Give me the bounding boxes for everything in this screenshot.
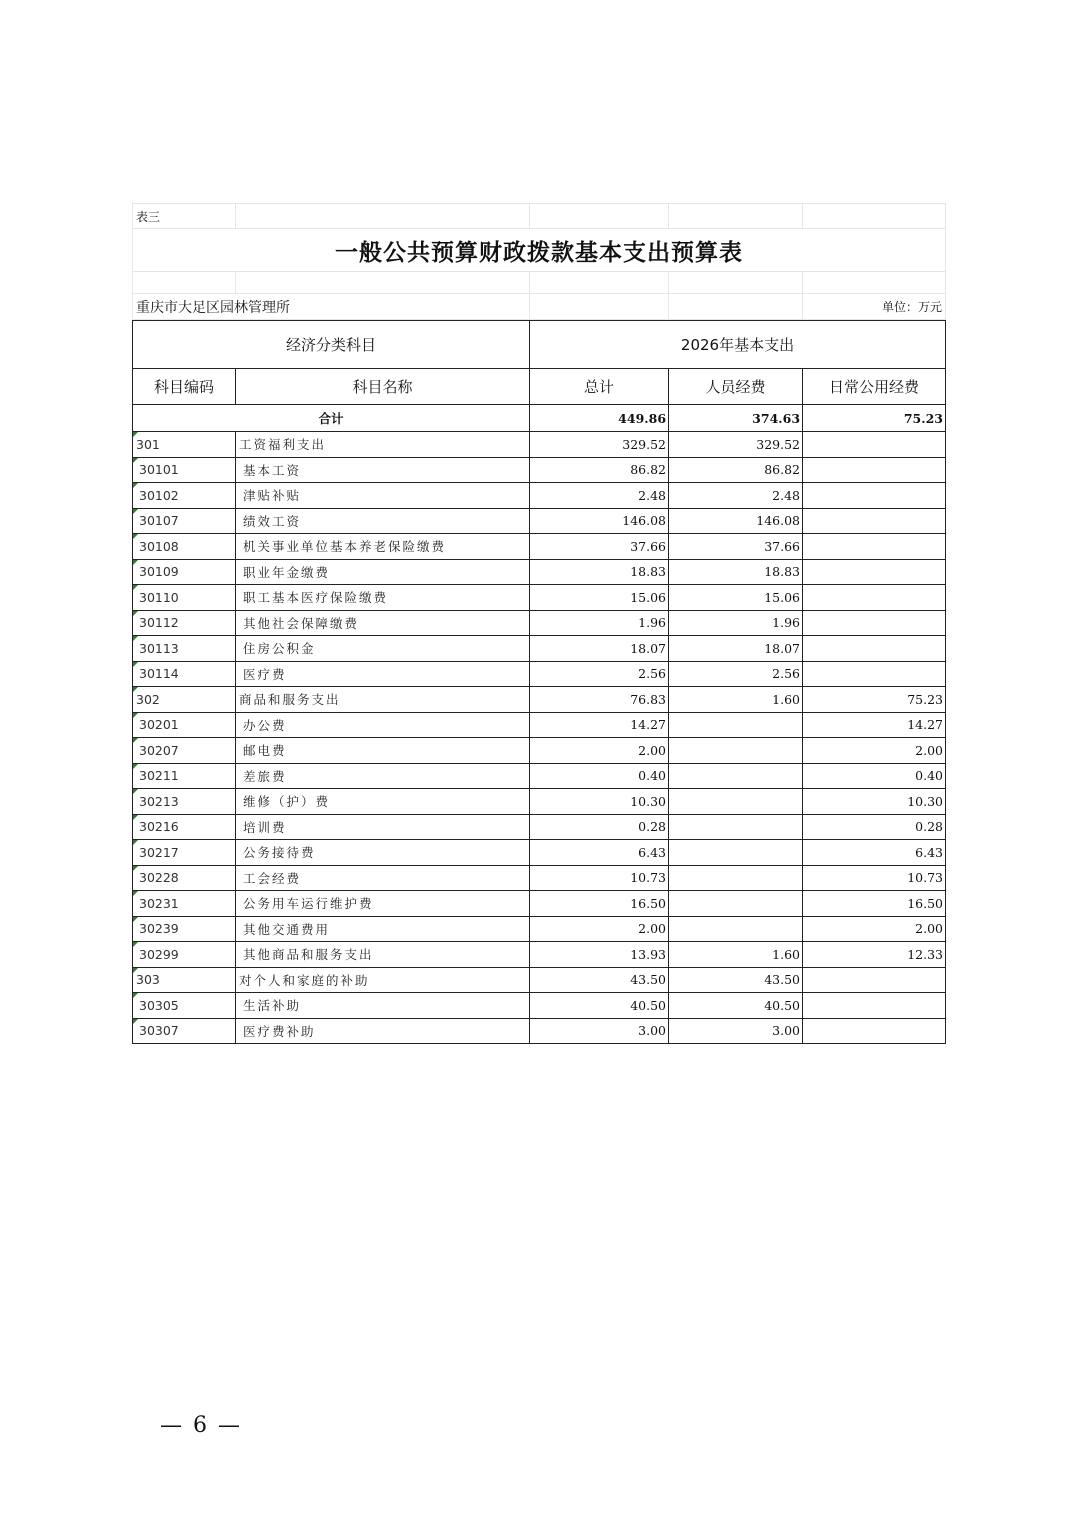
row-public: 75.23 [803,687,946,713]
row-name: 其他社会保障缴费 [236,610,530,636]
row-name: 住房公积金 [236,636,530,662]
row-code: 30109 [133,559,236,585]
row-personnel [669,840,803,866]
row-personnel: 3.00 [669,1018,803,1044]
row-personnel [669,814,803,840]
row-name: 其他交通费用 [236,916,530,942]
table-row [133,457,946,483]
row-public [803,610,946,636]
cell-marker [133,458,138,463]
row-public [803,432,946,458]
cell-marker [133,1019,138,1024]
budget-sheet [132,203,945,1044]
row-name: 公务接待费 [236,840,530,866]
header-total: 总计 [530,369,669,405]
row-code: 30107 [133,508,236,534]
cell-marker [133,968,138,973]
table-row [133,1018,946,1044]
row-public [803,661,946,687]
total-public: 75.23 [803,405,946,432]
row-public: 10.30 [803,789,946,815]
row-personnel [669,916,803,942]
cell-marker [133,917,138,922]
row-personnel: 18.07 [669,636,803,662]
row-name: 培训费 [236,814,530,840]
row-personnel: 329.52 [669,432,803,458]
caption-table [132,203,946,320]
row-name: 机关事业单位基本养老保险缴费 [236,534,530,560]
row-personnel [669,789,803,815]
row-personnel: 15.06 [669,585,803,611]
table-row [133,814,946,840]
row-total: 18.07 [530,636,669,662]
row-code: 30213 [133,789,236,815]
row-public: 2.00 [803,738,946,764]
row-code: 30108 [133,534,236,560]
row-total: 40.50 [530,993,669,1019]
row-public: 12.33 [803,942,946,968]
row-personnel: 1.60 [669,942,803,968]
cell-marker [133,611,138,616]
cell-marker [133,560,138,565]
row-code: 30110 [133,585,236,611]
row-name: 基本工资 [236,457,530,483]
row-public [803,1018,946,1044]
row-public [803,508,946,534]
row-code: 30207 [133,738,236,764]
table-row [133,508,946,534]
row-public: 16.50 [803,891,946,917]
row-name: 职业年金缴费 [236,559,530,585]
row-name: 办公费 [236,712,530,738]
row-code: 30114 [133,661,236,687]
row-personnel: 86.82 [669,457,803,483]
row-personnel: 40.50 [669,993,803,1019]
cell-marker [133,534,138,539]
row-personnel [669,865,803,891]
row-code: 30231 [133,891,236,917]
row-name: 工资福利支出 [236,432,530,458]
table-row [133,993,946,1019]
row-code: 30228 [133,865,236,891]
row-total: 16.50 [530,891,669,917]
row-total: 13.93 [530,942,669,968]
row-code: 30112 [133,610,236,636]
table-row [133,661,946,687]
cell-marker [133,483,138,488]
table-row [133,891,946,917]
row-personnel: 2.56 [669,661,803,687]
row-code: 30239 [133,916,236,942]
table-row [133,942,946,968]
row-public [803,483,946,509]
row-total: 10.73 [530,865,669,891]
row-name: 医疗费 [236,661,530,687]
row-total: 0.28 [530,814,669,840]
table-row [133,789,946,815]
row-total: 2.56 [530,661,669,687]
row-code: 30216 [133,814,236,840]
header-basic-expenditure: 2026年基本支出 [530,321,946,369]
row-name: 公务用车运行维护费 [236,891,530,917]
row-code: 30211 [133,763,236,789]
row-name: 绩效工资 [236,508,530,534]
row-personnel [669,712,803,738]
row-code: 30201 [133,712,236,738]
row-personnel: 37.66 [669,534,803,560]
row-public [803,993,946,1019]
row-code: 30102 [133,483,236,509]
table-row [133,712,946,738]
cell-marker [133,636,138,641]
row-code: 30305 [133,993,236,1019]
row-name: 对个人和家庭的补助 [236,967,530,993]
row-total: 329.52 [530,432,669,458]
row-public: 10.73 [803,865,946,891]
total-total: 449.86 [530,405,669,432]
cell-marker [133,764,138,769]
cell-marker [133,432,138,437]
row-total: 15.06 [530,585,669,611]
row-code: 30217 [133,840,236,866]
row-name: 医疗费补助 [236,1018,530,1044]
row-total: 14.27 [530,712,669,738]
row-personnel: 43.50 [669,967,803,993]
row-personnel: 2.48 [669,483,803,509]
cell-marker [133,789,138,794]
table-row [133,534,946,560]
row-name: 差旅费 [236,763,530,789]
row-name: 商品和服务支出 [236,687,530,713]
row-code: 30299 [133,942,236,968]
row-public [803,636,946,662]
cell-marker [133,585,138,590]
table-row [133,840,946,866]
cell-marker [133,687,138,692]
page-title: 一般公共预算财政拨款基本支出预算表 [133,229,946,272]
cell-marker [133,738,138,743]
row-name: 津贴补贴 [236,483,530,509]
row-public [803,457,946,483]
row-public: 2.00 [803,916,946,942]
cell-marker [133,815,138,820]
table-row [133,865,946,891]
row-name: 生活补助 [236,993,530,1019]
row-total: 86.82 [530,457,669,483]
cell-marker [133,866,138,871]
row-personnel [669,891,803,917]
total-personnel: 374.63 [669,405,803,432]
table-label: 表三 [133,204,236,229]
cell-marker [133,942,138,947]
row-public [803,967,946,993]
cell-marker [133,713,138,718]
table-row [133,738,946,764]
row-total: 2.48 [530,483,669,509]
table-row [133,967,946,993]
row-code: 30113 [133,636,236,662]
cell-marker [133,891,138,896]
table-row [133,916,946,942]
unit-label: 单位：万元 [803,294,946,320]
row-code: 303 [133,967,236,993]
header-name: 科目名称 [236,369,530,405]
table-row [133,559,946,585]
header-code: 科目编码 [133,369,236,405]
row-public [803,585,946,611]
table-row [133,610,946,636]
row-total: 3.00 [530,1018,669,1044]
header-public: 日常公用经费 [803,369,946,405]
row-personnel: 1.60 [669,687,803,713]
row-total: 76.83 [530,687,669,713]
row-total: 2.00 [530,738,669,764]
table-row [133,636,946,662]
row-total: 1.96 [530,610,669,636]
row-code: 301 [133,432,236,458]
row-name: 职工基本医疗保险缴费 [236,585,530,611]
cell-marker [133,509,138,514]
row-personnel: 146.08 [669,508,803,534]
row-total: 10.30 [530,789,669,815]
row-public: 0.28 [803,814,946,840]
table-row [133,483,946,509]
row-code: 30307 [133,1018,236,1044]
table-row [133,687,946,713]
row-total: 2.00 [530,916,669,942]
row-name: 工会经费 [236,865,530,891]
row-public: 6.43 [803,840,946,866]
table-row [133,585,946,611]
total-label: 合计 [133,405,530,432]
row-public [803,534,946,560]
row-personnel: 18.83 [669,559,803,585]
table-row [133,763,946,789]
row-total: 6.43 [530,840,669,866]
row-public [803,559,946,585]
row-total: 43.50 [530,967,669,993]
row-total: 0.40 [530,763,669,789]
row-total: 146.08 [530,508,669,534]
table-body [133,432,946,1044]
page-number: — 6 — [160,1413,242,1438]
row-name: 维修（护）费 [236,789,530,815]
cell-marker [133,662,138,667]
row-code: 302 [133,687,236,713]
table-row [133,432,946,458]
budget-table [132,320,946,1044]
cell-marker [133,993,138,998]
cell-marker [133,840,138,845]
row-total: 37.66 [530,534,669,560]
row-name: 其他商品和服务支出 [236,942,530,968]
row-personnel [669,763,803,789]
row-name: 邮电费 [236,738,530,764]
organization-name: 重庆市大足区园林管理所 [133,294,530,320]
row-public: 0.40 [803,763,946,789]
row-personnel: 1.96 [669,610,803,636]
total-row [133,405,946,432]
row-public: 14.27 [803,712,946,738]
header-economic-category: 经济分类科目 [133,321,530,369]
header-personnel: 人员经费 [669,369,803,405]
row-total: 18.83 [530,559,669,585]
row-personnel [669,738,803,764]
row-code: 30101 [133,457,236,483]
